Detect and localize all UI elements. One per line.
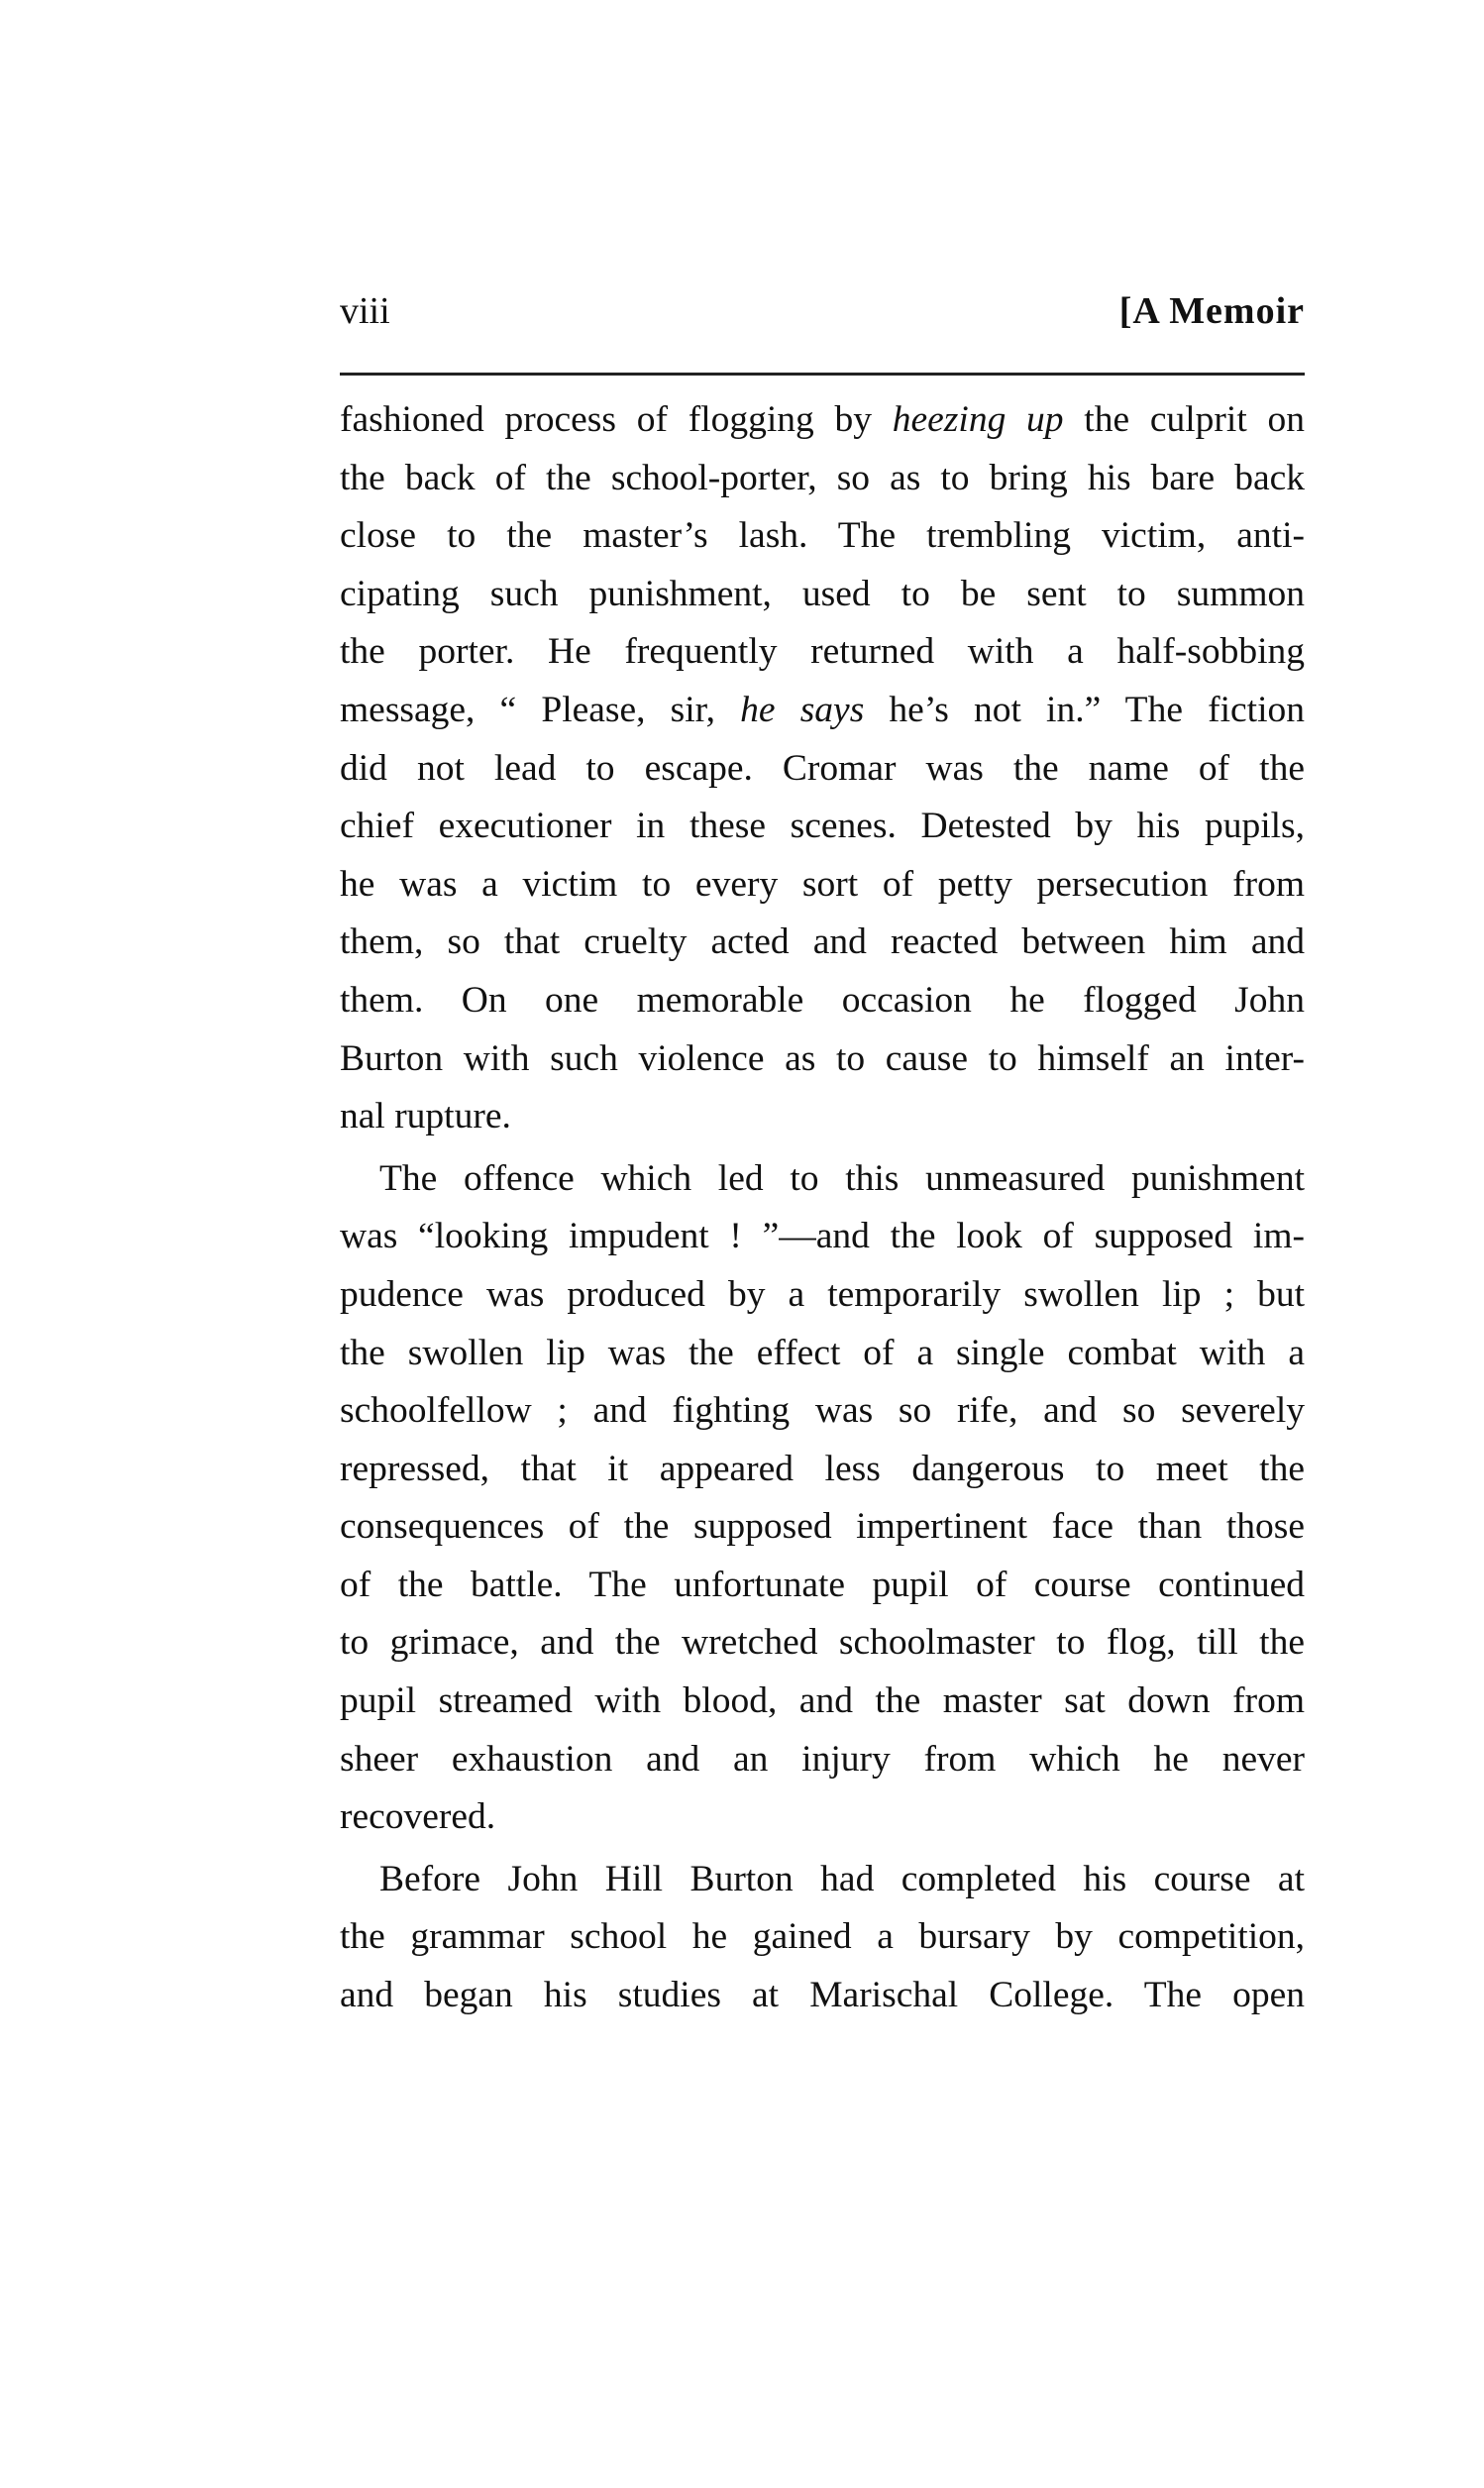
text-line: of the battle. The unfortunate pupil of course continued [340,1564,1305,1605]
text-line: repressed, that it appeared less dangerous to meet the [340,1448,1305,1489]
text-line: close to the master’s lash. The trembling victim, anti- [340,515,1305,557]
italic-text: he says [740,689,865,730]
text-line: to grimace, and the wretched schoolmaster to flog, till the [340,1622,1305,1664]
text-line: the back of the school-porter, so as to bring his bare back [340,457,1305,498]
text-line: the grammar school he gained a bursary by competition, [340,1916,1305,1958]
text-line: schoolfellow ; and fighting was so rife, and so severely [340,1390,1305,1432]
text-line: them, so that cruelty acted and reacted between him and [340,921,1305,963]
text-line: consequences of the supposed impertinent face than those [340,1506,1305,1548]
text-line: Before John Hill Burton had completed his course at [379,1858,1305,1899]
running-title: [A Memoir [1118,290,1305,332]
text-line: Burton with such violence as to cause to himself an inter- [340,1037,1305,1079]
text-line: did not lead to escape. Cromar was the name of the [340,747,1305,789]
text-line: them. On one memorable occasion he flogged John [340,979,1305,1021]
paragraph [340,1150,1305,1847]
text-line: nal rupture. [340,1096,511,1137]
text-line: pudence was produced by a temporarily swollen lip ; but [340,1273,1305,1315]
italic-text: heezing up [892,399,1064,440]
text-line: pupil streamed with blood, and the master sat down from [340,1680,1305,1722]
paragraph [340,391,1305,1146]
page-number: viii [340,290,390,332]
text-segment: fashioned process of flogging by [340,399,893,440]
text-line: the porter. He frequently returned with a half-sobbing [340,631,1305,673]
text-line: recovered. [340,1796,496,1838]
body-text [340,391,1305,2029]
paragraph [340,1851,1305,2025]
text-line: chief executioner in these scenes. Detested by his pupils, [340,806,1305,847]
text-line: cipating such punishment, used to be sent to summon [340,573,1305,614]
text-line: was “looking impudent ! ”—and the look of supposed im- [340,1216,1305,1257]
text-line [340,391,1305,450]
text-segment: message, “ Please, sir, [340,689,741,730]
text-line [340,682,1305,740]
header-rule [340,373,1305,376]
text-line: the swollen lip was the effect of a single combat with a [340,1332,1305,1373]
text-line: and began his studies at Marischal College. The open [340,1975,1305,2016]
text-line: he was a victim to every sort of petty persecution from [340,863,1305,905]
text-segment: he’s not in.” The fiction [864,689,1306,730]
text-line: sheer exhaustion and an injury from which he never [340,1738,1305,1780]
text-segment: the culprit on [1063,399,1305,440]
text-line: The offence which led to this unmeasured punishment [379,1157,1305,1199]
